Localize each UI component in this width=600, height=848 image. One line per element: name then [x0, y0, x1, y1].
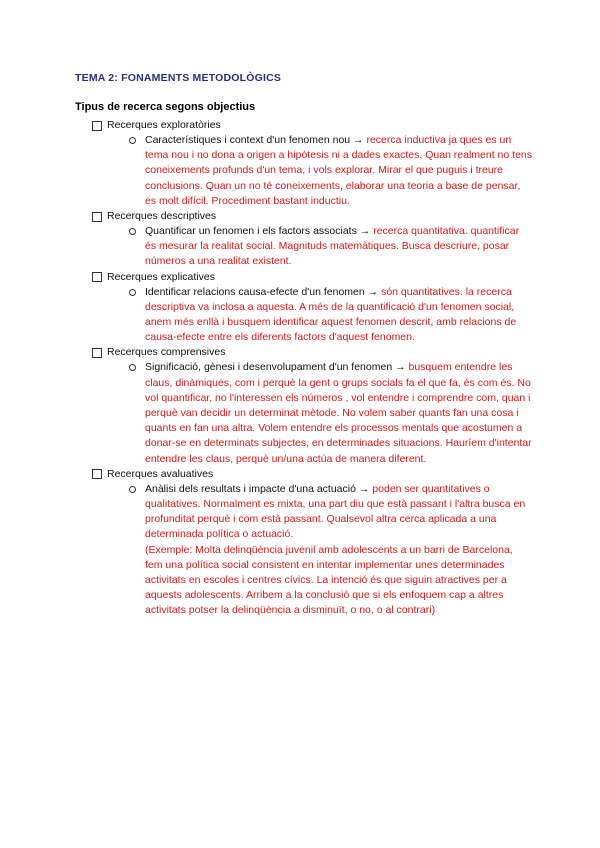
checkbox-icon[interactable]	[92, 121, 102, 131]
detail-body: poden ser quantitatives o qualitatives. Normalment es mixta, una part diu que està passant i l'altra busca en profunditat perquè i com està passant. Qualsevol altra cerca aplicada a una determinada política o actuació.	[145, 482, 526, 541]
detail-body: són quantitatives. la recerca descriptiva va inclosa a aquesta. A més de la quantificació d'un fenomen social, anem més enllà i busquem identificar aquest fenomen descrit, amb relacions de causa-efecte entre els diferents factors d'aquest fenomen.	[145, 285, 517, 344]
detail-lead: Quantificar un fenomen i els factors associats →	[145, 225, 374, 238]
category-detail	[92, 285, 532, 346]
category-heading: Recerques exploratòries	[107, 119, 221, 131]
detail-lead: Característiques i context d'un fenomen nou →	[145, 134, 367, 146]
circle-bullet-icon	[129, 228, 136, 235]
category-exploratory	[92, 118, 532, 133]
checkbox-icon[interactable]	[92, 348, 102, 358]
category-heading: Recerques descriptives	[107, 210, 217, 223]
detail-lead: Identificar relacions causa-efecte d'un fenomen →	[145, 285, 382, 298]
detail-body: recerca quantitativa. quantificar és mesurar la realitat social. Magnituds matemàtiques. Busca descriure, posar números a una realitat existent.	[145, 225, 520, 268]
detail-example: (Exemple: Molta delinqüència juvenil amb adolescents a un barri de Barcelona, fem una política social consistent en intentar implementar unes determinades activitats en escoles i centres cívics. La intenció és que siguin atractives per a aquests adolescents. Arribem a la conclusió que si els enfoquem cap a altres activitats potser la delinqüència a disminuït, o no, o al contrari)	[145, 543, 513, 617]
section-subtitle: Tipus de recerca segons objectius	[75, 101, 256, 113]
category-explicative	[92, 270, 532, 285]
detail-lead: Significació, gènesi i desenvolupament d'un fenomen →	[145, 361, 409, 374]
checkbox-icon[interactable]	[92, 469, 102, 479]
category-detail	[92, 360, 532, 466]
page-title: TEMA 2: FONAMENTS METODOLÒGICS	[75, 72, 282, 84]
category-heading: Recerques comprensives	[107, 346, 226, 359]
research-types-list	[92, 118, 532, 619]
category-detail	[92, 133, 532, 209]
circle-bullet-icon	[129, 137, 136, 144]
category-detail	[92, 482, 532, 619]
detail-body: busquem entendre les claus, dinàmiques, com i perquè la gent o grups socials fa el que fa, és com és. No vol quantificar, no l'interessen els números , vol entendre i comprendre com, quan i perquè van decidir un determinat mètode. No volem saber quants fan una cosa i quants en fan una altra. Volem entendre els processos mentals que acostumen a donar-se en determinats subjectes, en determinades situacions. Hauríem d'intentar entendre les claus, perquè un/una actúa de manera diferent.	[145, 361, 532, 465]
category-heading: Recerques avaluatives	[107, 467, 214, 480]
category-descriptive	[92, 209, 532, 224]
category-comprehensive	[92, 345, 532, 360]
category-heading: Recerques explicatives	[107, 270, 215, 283]
category-evaluative	[92, 467, 532, 482]
detail-lead: Anàlisi dels resultats i impacte d'una actuació →	[145, 482, 373, 495]
circle-bullet-icon	[129, 364, 136, 371]
detail-body: recerca inductiva ja ques es un tema nou i no dona a origen a hipòtesis ni a dades exactes. Quan realment no tens coneixements profunds d'un tema, i vols explorar. Mirar el que puguis i treure conclusions. Quan un no té coneixements, elaborar una teoria a base de pensar, es molt difícil. Procediment bastant inductiu.	[145, 134, 533, 207]
circle-bullet-icon	[129, 486, 136, 493]
checkbox-icon[interactable]	[92, 272, 102, 282]
circle-bullet-icon	[129, 289, 136, 296]
checkbox-icon[interactable]	[92, 212, 102, 222]
category-detail	[92, 224, 532, 270]
